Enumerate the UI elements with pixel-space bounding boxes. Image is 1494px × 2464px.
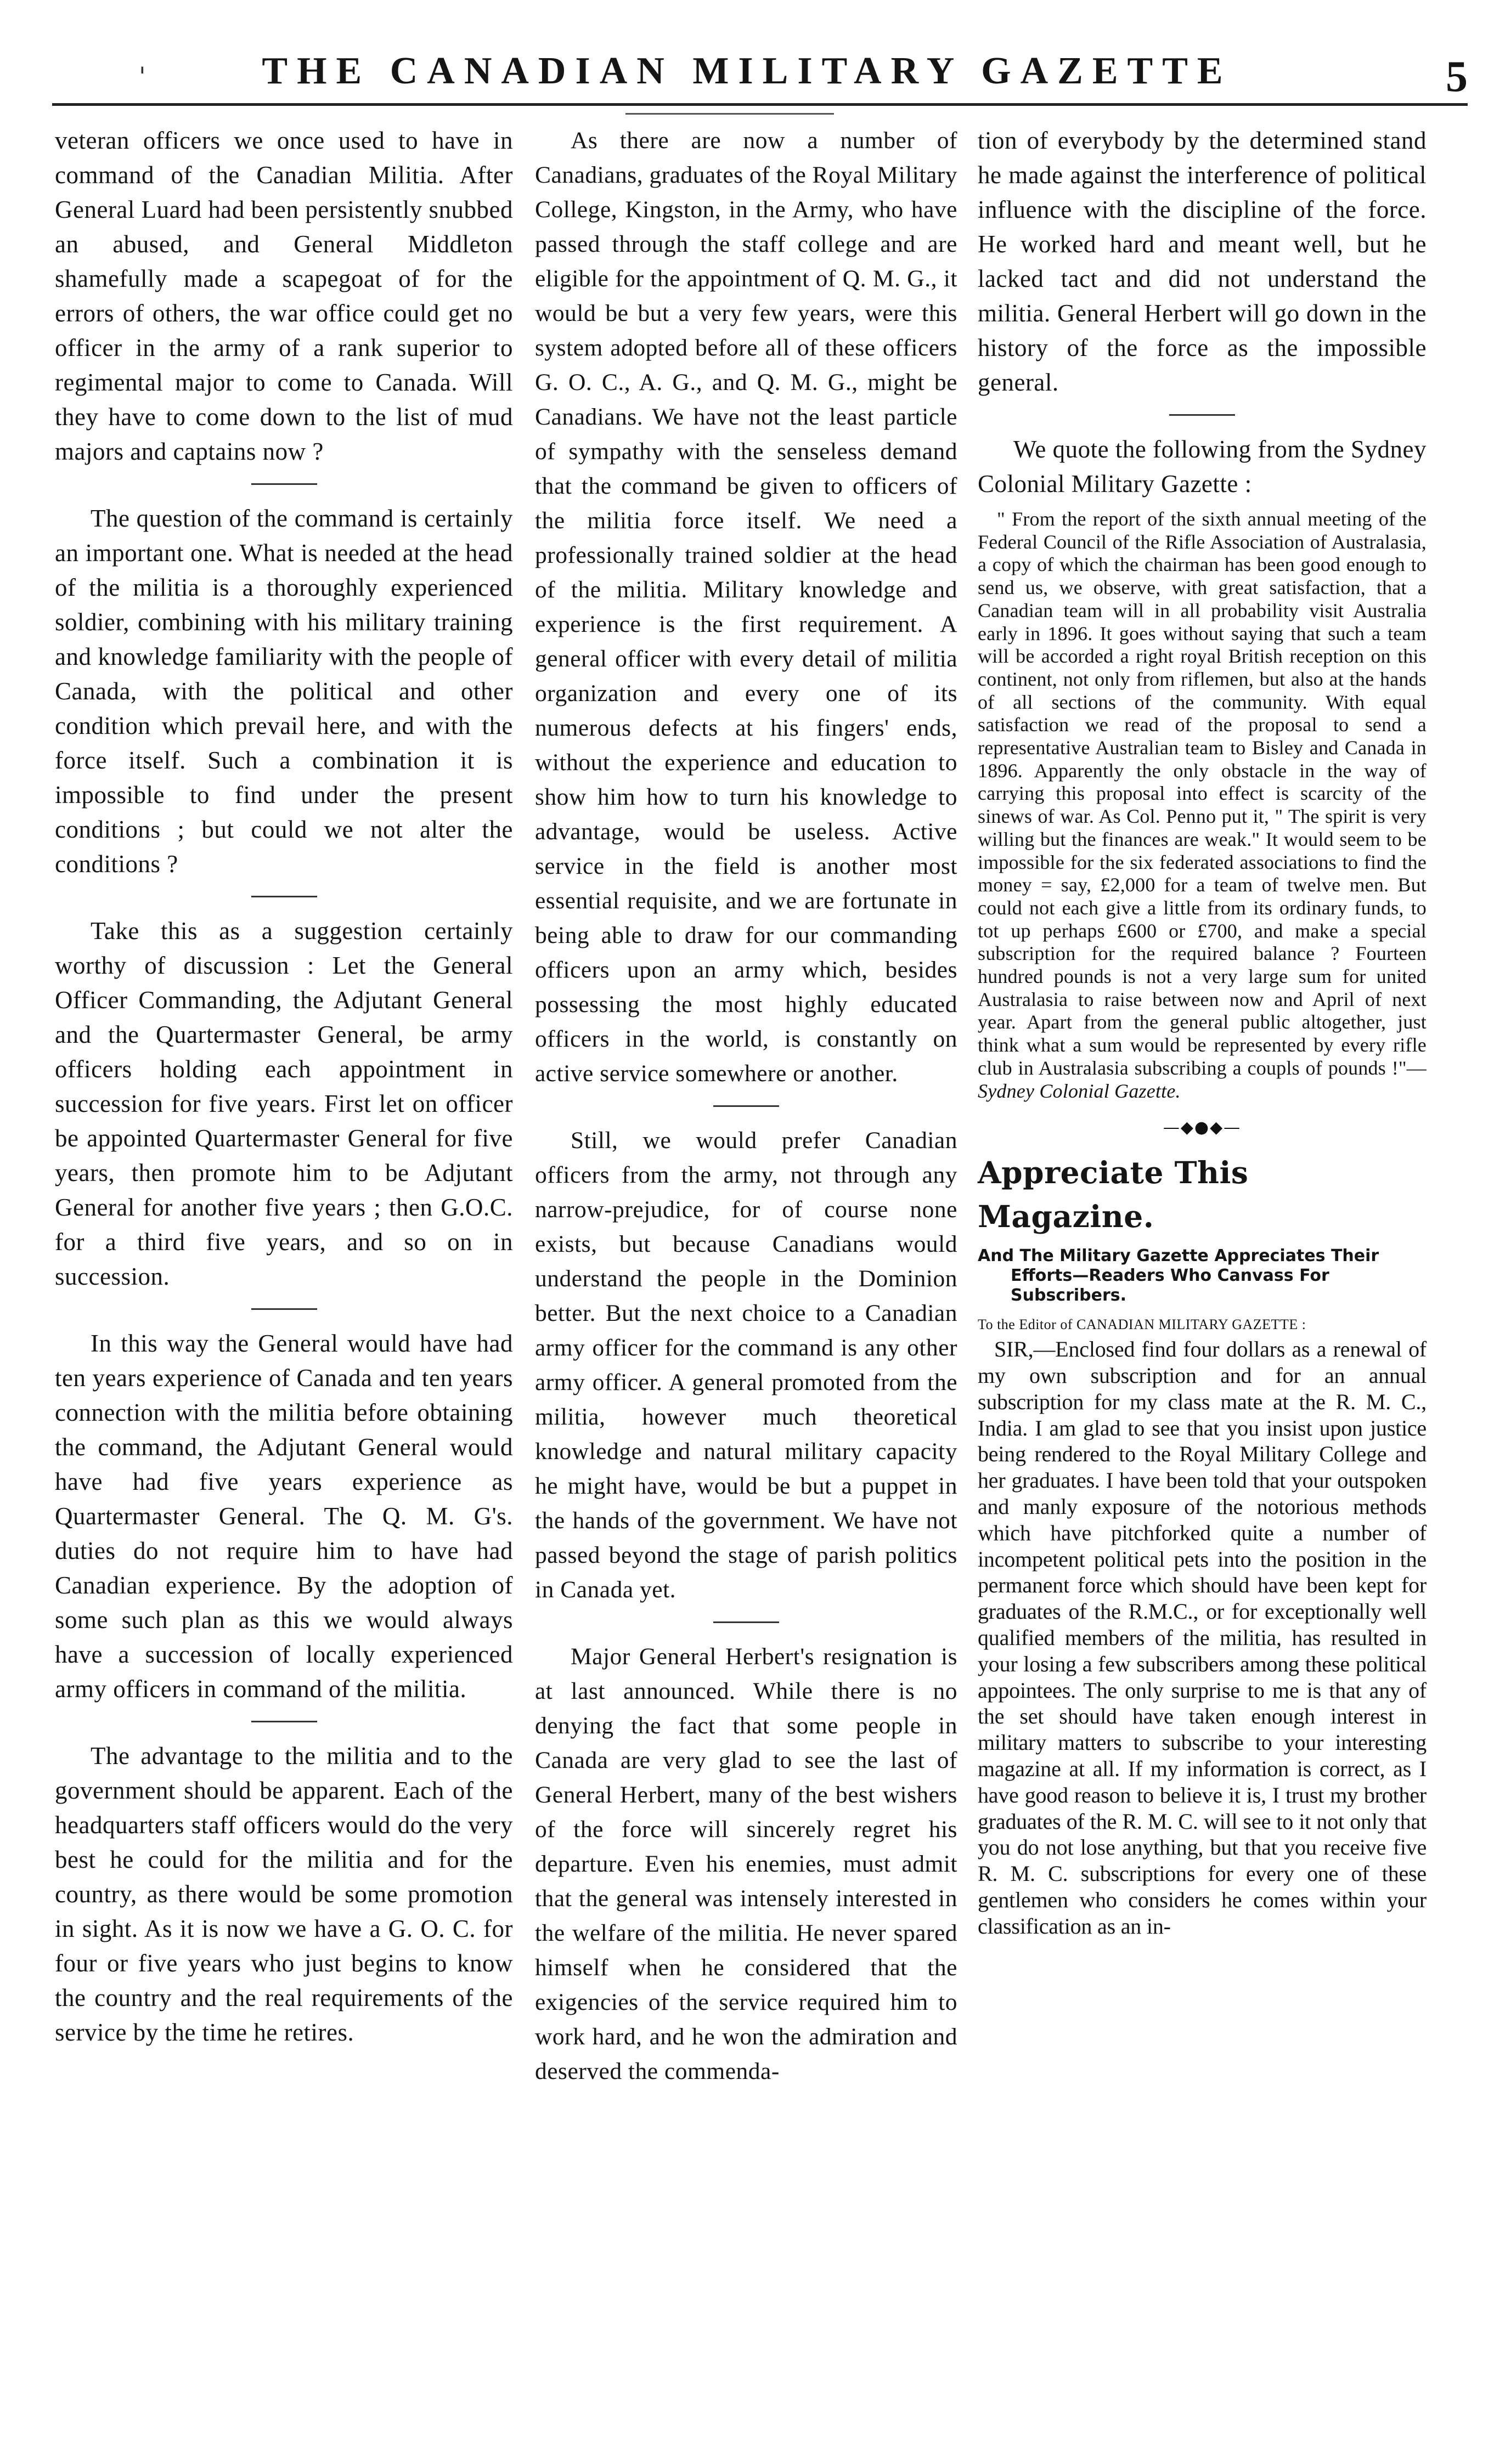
section-divider (713, 1621, 779, 1623)
quote-text: " From the report of the sixth annual meeting of the Federal Council of the Rifle Association of Australasia, a copy of which the chairman has been good enough to send us, we observe, with great satisfaction, that a Canadian team will in all probability visit Australia early in 1896. It goes without saying that such a team will be accorded a right royal British reception on this continent, not only from riflemen, but also at the hands of all sections of the community. With equal satisfaction we read of the proposal to send a representative Australian team to Bisley and Canada in 1896. Apparently the only obstacle in the way of carrying this proposal into effect is scarcity of the sinews of war. As Col. Penno put it, " The spirit is very willing but the finances are weak." It would seem to be impossible for the six federated associations to find the money = say, £2,000 for a team of twelve men. But could not each give a little from its ordinary funds, to tot up perhaps £600 or £700, and make a special subscription for the required balance ? Fourteen hundred pounds is not a very large sum for united Australasia to raise between now and April of next year. Apart from the general public altogether, just think what a sum would be represented by every rifle club in Australasia subscribing a coupls of pounds !"— (978, 508, 1427, 1079)
paragraph: The advantage to the militia and to the government should be apparent. Each of the headquarters staff officers would do the very best he could for the militia and for the country, as there would be some promotion in sight. As it is now we have a G. O. C. for four or five years who just begins to know the country and the real requirements of the service by the time he retires. (55, 1742, 513, 2046)
section-divider (251, 483, 317, 485)
header-rule (52, 103, 1468, 106)
block-quote (978, 508, 1427, 1103)
section-divider (251, 1308, 317, 1310)
section-divider (251, 1721, 317, 1722)
margin-mark: ' (139, 61, 146, 91)
column-2 (535, 123, 957, 2089)
page-number: 5 (1446, 53, 1468, 101)
paragraph: veteran officers we once used to have in command of the Canadian Militia. After General Luard had been persistently snubbed an abused, and General Middleton shamefully made a scapegoat of for the errors of others, the war office could get no officer in the army of a rank superior to regimental major to come to Canada. Will they have to come down to the list of mud majors and captains now ? (55, 127, 513, 465)
header-subrule (625, 113, 834, 115)
section-divider (1169, 414, 1235, 416)
paragraph: The question of the command is certainly an important one. What is needed at the head of the militia is a thoroughly experienced soldier, combining with his military training and knowledge familiarity with the people of Canada, with the political and other condition which prevail here, and with the force itself. Such a combination it is impossible to find under the present conditions ; but could we not alter the conditions ? (55, 505, 513, 878)
paragraph: tion of everybody by the determined stand he made against the interference of political influence with the discipline of the force. He worked hard and meant well, but he lacked tact and did not understand the militia. General Herbert will go down in the history of the force as the impossible general. (978, 127, 1427, 396)
section-divider (251, 896, 317, 897)
column-1 (55, 123, 513, 2050)
letter-salutation: To the Editor of CANADIAN MILITARY GAZETTE : (978, 1316, 1306, 1333)
article-subhead: And The Military Gazette Appreciates Their Efforts—Readers Who Canvass For Subscribers. (978, 1246, 1379, 1306)
paragraph: Major General Herbert's resignation is at last announced. While there is no denying the fact that some people in Canada are very glad to see the last of General Herbert, many of the best wishers of the force will sincerely regret his departure. Even his enemies, must admit that the general was intensely interested in the welfare of the militia. He never spared himself when he considered that the exigencies of the service required him to work hard, and he won the admiration and deserved the commenda- (535, 1643, 957, 2084)
paragraph: Still, we would prefer Canadian officers from the army, not through any narrow-prejudice, for of course none exists, but because Canadians would understand the people in the Dominion better. But the next choice to a Canadian army officer for the command is any other army officer. A general promoted from the militia, however much theoretical knowledge and natural military capacity he might have, would be but a puppet in the hands of the government. We have not passed beyond the stage of parish politics in Canada yet. (535, 1127, 957, 1603)
page-header (0, 0, 1494, 115)
paragraph: Take this as a suggestion certainly worthy of discussion : Let the General Officer Commanding, the Adjutant General and the Quartermaster General, be army officers holding each appointment in succession for five years. First let on officer be appointed Quartermaster General for five years, then promote him to be Adjutant General for another five years ; then G.O.C. for a third five years, and so on in succession. (55, 917, 513, 1290)
running-title: THE CANADIAN MILITARY GAZETTE (262, 50, 1232, 92)
paragraph: In this way the General would have had ten years experience of Canada and ten years connection with the militia before obtaining the command, the Adjutant General would have had five years experience as Quartermaster General. The Q. M. G's. duties do not require him to have had Canadian experience. By the adoption of some such plan as this we would always have a succession of locally experienced army officers in command of the militia. (55, 1330, 513, 1703)
column-3 (978, 123, 1427, 1940)
paragraph: We quote the following from the Sydney Colonial Military Gazette : (978, 436, 1427, 498)
ornament-divider: —◆●◆— (1163, 1118, 1242, 1138)
section-divider (713, 1105, 779, 1107)
article-title: Appreciate This Magazine. (978, 1155, 1249, 1235)
paragraph: As there are now a number of Canadians, graduates of the Royal Military College, Kingston, in the Army, who have passed through the staff college and are eligible for the appointment of Q. M. G., it would be but a very few years, were this system adopted before all of these officers G. O. C., A. G., and Q. M. G., might be Canadians. We have not the least particle of sympathy with the senseless demand that the command be given to officers of the militia force itself. We need a professionally trained soldier at the head of the militia. Military knowledge and experience is the first requirement. A general officer with every detail of militia organization and every one of its numerous defects at his fingers' ends, without the experience and education to show him how to turn his knowledge to advantage, would be useless. Active service in the field is another most essential requisite, and we are fortunate in being able to draw for our commanding officers upon an army which, besides possessing the most highly educated officers in the world, is constantly on active service somewhere or another. (535, 127, 957, 1087)
quote-source: Sydney Colonial Gazette. (978, 1080, 1181, 1102)
letter-body: SIR,—Enclosed find four dollars as a renewal of my own subscription and for an annual subscription for my class mate at the R. M. C., India. I am glad to see that you insist upon justice being rendered to the Royal Military College and her graduates. I have been told that your outspoken and manly exposure of the notorious methods which have pitchforked quite a number of incompetent political pets into the position in the permanent force which should have been kept for graduates of the R.M.C., or for exceptionally well qualified members of the militia, has resulted in your losing a few subscribers among these political appointees. The only surprise to me is that any of the set should have taken enough interest in military matters to subscribe to your interesting magazine at all. If my information is correct, as I have good reason to believe it is, I trust my brother graduates of the R. M. C. will see to it not only that you do not lose anything, but that you receive five R. M. C. subscriptions for every one of these gentlemen who considers he comes within your classification as an in- (978, 1337, 1427, 1939)
